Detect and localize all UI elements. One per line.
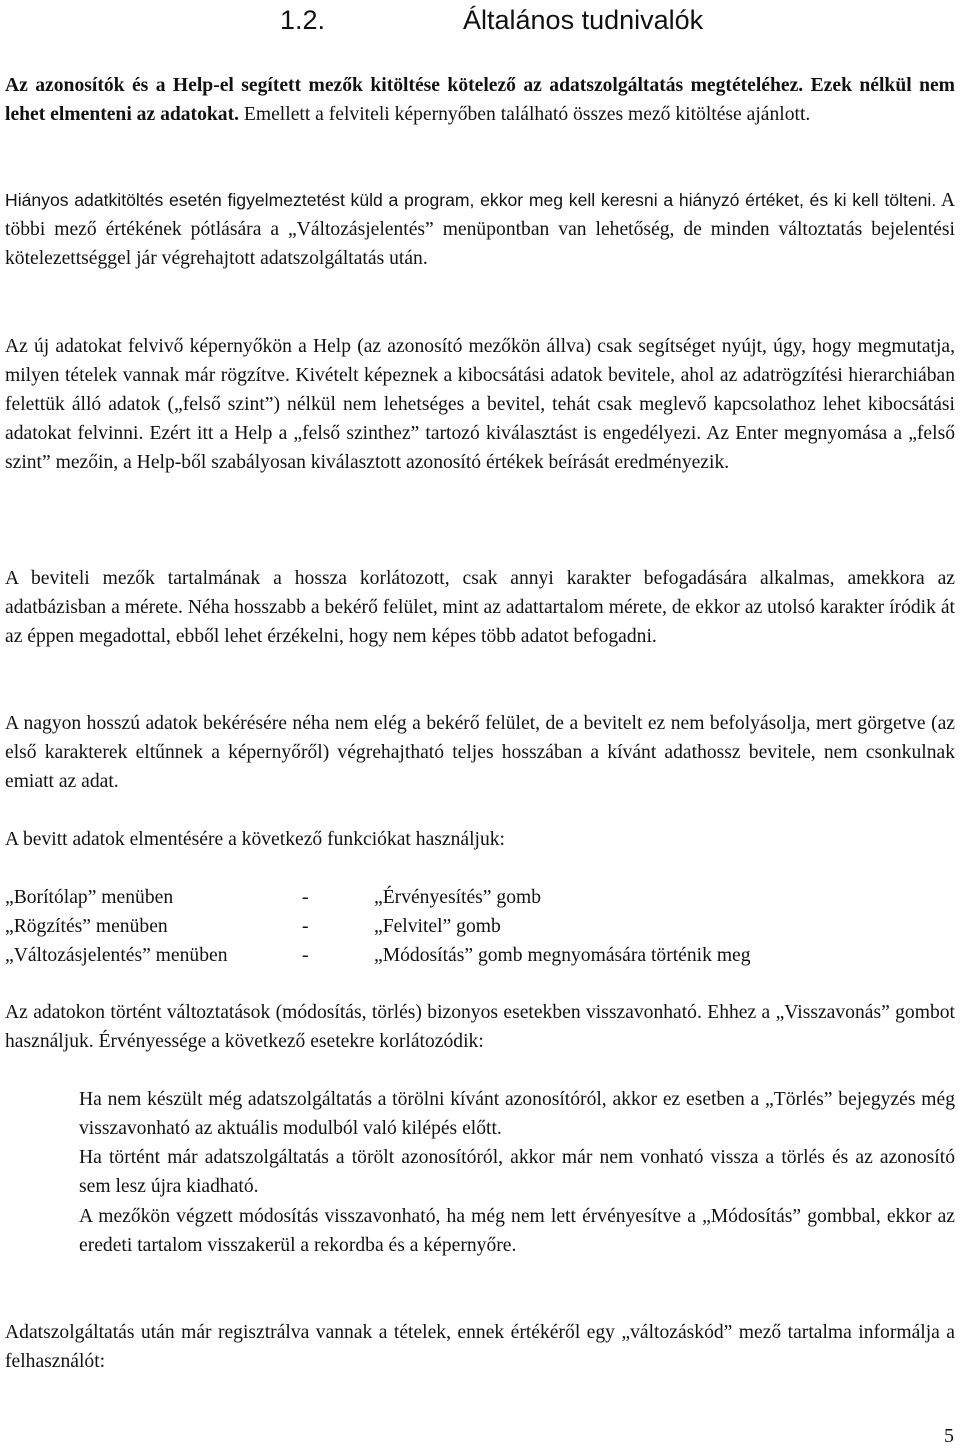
undo-case: Ha nem készült még adatszolgáltatás a törölni kívánt azonosítóról, akkor ez esetben a „Törlés” bejegyzés még visszavonható az aktuális modulból való kilépés előtt. xyxy=(79,1089,955,1139)
change-report-text: A többi mező értékének pótlására a „Változásjelentés” menüpontban van lehetőség, de minden változtatás bejelentési kötelezettséggel jár végrehajtott adatszolgáltatás után. xyxy=(5,190,955,269)
paragraph-required-fields xyxy=(5,71,955,129)
required-fields-bold-text: Az azonosítók és a Help-el segített mezők kitöltése kötelező az adatszolgáltatás megtételéhez. Ezek nélkül nem lehet elmenteni az adatokat. xyxy=(5,75,955,125)
function-menu: „Rögzítés” menüben xyxy=(5,916,168,937)
required-fields-text: Emellett a felviteli képernyőben található összes mező kitöltése ajánlott. xyxy=(239,104,811,125)
page-number: 5 xyxy=(944,1425,954,1447)
function-action: „Módosítás” gomb megnyomására történik meg xyxy=(374,945,751,966)
section-heading xyxy=(280,4,703,36)
function-menu: „Borítólap” menüben xyxy=(5,887,174,908)
function-action: „Felvitel” gomb xyxy=(374,916,501,937)
function-action: „Érvényesítés” gomb xyxy=(374,887,542,908)
function-dash: - xyxy=(302,887,309,908)
paragraph-missing-data xyxy=(5,186,955,273)
section-title: Általános tudnivalók xyxy=(463,5,704,35)
function-dash: - xyxy=(302,945,309,966)
function-dash: - xyxy=(302,916,309,937)
function-menu: „Változásjelentés” menüben xyxy=(5,945,228,966)
missing-data-warning-text: Hiányos adatkitöltés esetén figyelmeztetést küld a program, ekkor meg kell keresni a hiányzó értéket, és ki kell tölteni. xyxy=(5,190,937,210)
paragraph-long-data: A nagyon hosszú adatok bekérésére néha nem elég a bekérő felület, de a bevitelt ez nem befolyásolja, mert görgetve (az első karakterek eltűnnek a képernyőről) végrehajtható teljes hosszában a kívánt adathossz bevitele, nem csonkulnak emiatt az adat. xyxy=(5,713,955,792)
paragraph-field-length: A beviteli mezők tartalmának a hossza korlátozott, csak annyi karakter befogadására alkalmas, amekkora az adatbázisban a mérete. Néha hosszabb a bekérő felület, mint az adattartalom mérete, de ekkor az utolsó karakter íródik át az éppen megadottal, ebből lehet érzékelni, hogy nem képes több adatot befogadni. xyxy=(5,568,955,647)
section-number: 1.2. xyxy=(280,5,326,35)
undo-case: Ha történt már adatszolgáltatás a törölt azonosítóról, akkor már nem vonható vissza a törlés és az azonosító sem lesz újra kiadható. xyxy=(79,1147,955,1197)
undo-case: A mezőkön végzett módosítás visszavonható, ha még nem lett érvényesítve a „Módosítás” gombbal, ekkor az eredeti tartalom visszakerül a rekordba és a képernyőre. xyxy=(79,1206,955,1256)
paragraph-help-usage: Az új adatokat felvivő képernyőkön a Help (az azonosító mezőkön állva) csak segítséget nyújt, úgy, hogy megmutatja, milyen tételek vannak már rögzítve. Kivételt képeznek a kibocsátási adatok bevitele, ahol az adatrögzítési hierarchiában felettük álló adatok („felső szint”) nélkül nem lehetséges a bevitel, tehát csak meglevő kapcsolathoz lehet kibocsátási adatokat felvinni. Ezért itt a Help a „felső szinthez” tartozó kiválasztást is engedélyezi. Az Enter megnyomása a „felső szint” mezőin, a Help-ből szabályosan kiválasztott azonosító értékek beírását eredményezik. xyxy=(5,336,955,473)
paragraph-undo: Az adatokon történt változtatások (módosítás, törlés) bizonyos esetekben visszavonható. Ehhez a „Visszavonás” gombot használjuk. Érvényessége a következő esetekre korlátozódik: xyxy=(5,1002,955,1052)
paragraph-save-functions-intro: A bevitt adatok elmentésére a következő funkciókat használjuk: xyxy=(5,829,506,850)
paragraph-change-code: Adatszolgáltatás után már regisztrálva vannak a tételek, ennek értékéről egy „változáskód” mező tartalma informálja a felhasználót: xyxy=(5,1322,955,1372)
